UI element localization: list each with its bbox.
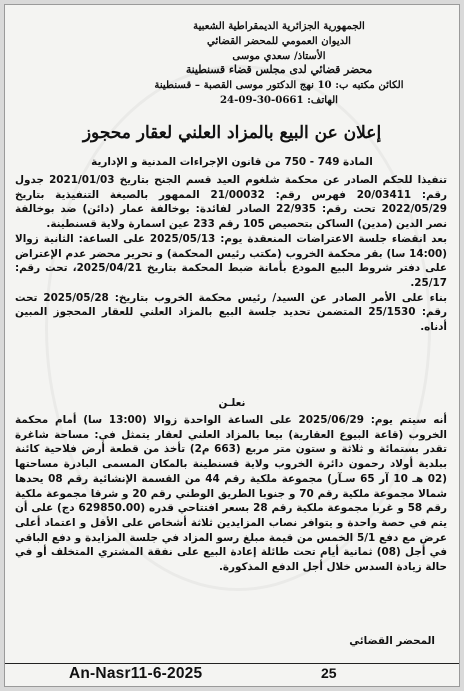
- edition-code: An-Nasr11-6-2025: [69, 665, 203, 682]
- paragraph-objections: بعد انقضاء جلسة الاعتراضات المنعقدة يوم: 2025/05/13 على الساعة: الثانية زوالا (14:00 سا) بقر محكمة الخروب (مكتب رئيس المحكمة) و تحرير محضر عدم الإعتراض على دفتر شروط البيع المودع بأمانة ضبط المحكمة بتاريخ 2025/04/21، تحت رقم: 25/17.: [15, 232, 447, 289]
- notice-subtitle: المادة 749 - 750 من قانون الإجراءات المدنية و الإدارية: [91, 156, 373, 168]
- paragraph-judgment: تنفيذا للحكم الصادر عن محكمة شلغوم العيد قسم الجنح بتاريخ 2021/01/03 جدول رقم: 20/03411 فهرس رقم: 21/00032 الممهور بالصيغة التنفيذية بتاريخ 2022/05/29 تحت رقم: 22/935 الصادر لفائدة: بوخالفة عمار (دائن) ضد بوخالفة نصر الدين (مدين) الساكن بتحصيص 105 رقم 233 عين اسمارة ولاية قسنطينة.: [15, 174, 448, 231]
- signature-label: المحضر القضائي: [349, 635, 435, 647]
- announce-heading: نعلـن: [218, 397, 246, 409]
- header-line-name: الأستاذ/ سعدي موسى: [232, 49, 326, 62]
- auction-details: أنه سيتم يوم: 2025/06/29 على الساعة الواحدة زوالا (13:00 سا) أمام محكمة الخروب (قاعة البيوع العقارية) بيعا بالمزاد العلني لعقار يتمثل في: مساحة شاغرة تقدر بستمائة و ثلاثة و ستون متر مربع (663 م2) تأخذ من قطعة أرض فلاحية كائنة ببلدية أولاد رحمون دائرة الخروب ولاية قسنطينة بالمكان المسمى البادرة مساحتها (02 هـ 10 آر 65 سـآر) مجموعة ملكية رقم 44 من القسمة الإنشائية رقم 08 يحدها شمالا مجموعة ملكية رقم 70 و جنوبا الطريق الوطني رقم 20 و شرقا مجموعة ملكية رقم 58 و غربا مجموعة ملكية رقم 28 بسعر افتتاحي قدره (629850.00 دج) على أن يتم في حصة واحدة و يتوافر نصاب المزايدين ثلاثة أشخاص على الأقل و اعتماد أعلى عرض مع دفع 5/1 الخمس من قيمة مبلغ رسو المزاد في جلسة المزايدة و دفع الباقي في أجل (08) ثمانية أيام تحت طائلة إعادة البيع على نفقة المشتري المتخلف أو في حالة زيادة السدس خلال أجل الدفع المذكورة.: [15, 414, 447, 574]
- bailiff-header: [119, 19, 439, 108]
- newspaper-page: [4, 4, 460, 687]
- header-line-phone: الهاتف: 0661-30-09-24: [219, 93, 339, 106]
- notice-body: [15, 173, 447, 335]
- header-line-court: محضر قضائي لدى مجلس قضاء قسنطينة: [185, 63, 373, 77]
- notice-title: إعلان عن البيع بالمزاد العلني لعقار محجوز: [82, 123, 382, 143]
- header-line-office: الديوان العمومي للمحضر القضائي: [206, 34, 352, 47]
- page-footer: [5, 663, 459, 686]
- page-number: 25: [321, 665, 337, 681]
- paragraph-order: بناء على الأمر الصادر عن السيد/ رئيس محكمة الخروب بتاريخ: 2025/05/28 تحت رقم: 25/1530 المتضمن تحديد جلسة البيع بالمزاد العلني للعقار المحجوز المبين أدناه.: [15, 291, 447, 334]
- header-line-address: الكائن مكتبه ب: 10 نهج الدكتور موسى القصبة – قسنطينة: [154, 79, 404, 92]
- header-line-republic: الجمهورية الجزائرية الديمقراطية الشعبية: [193, 20, 365, 32]
